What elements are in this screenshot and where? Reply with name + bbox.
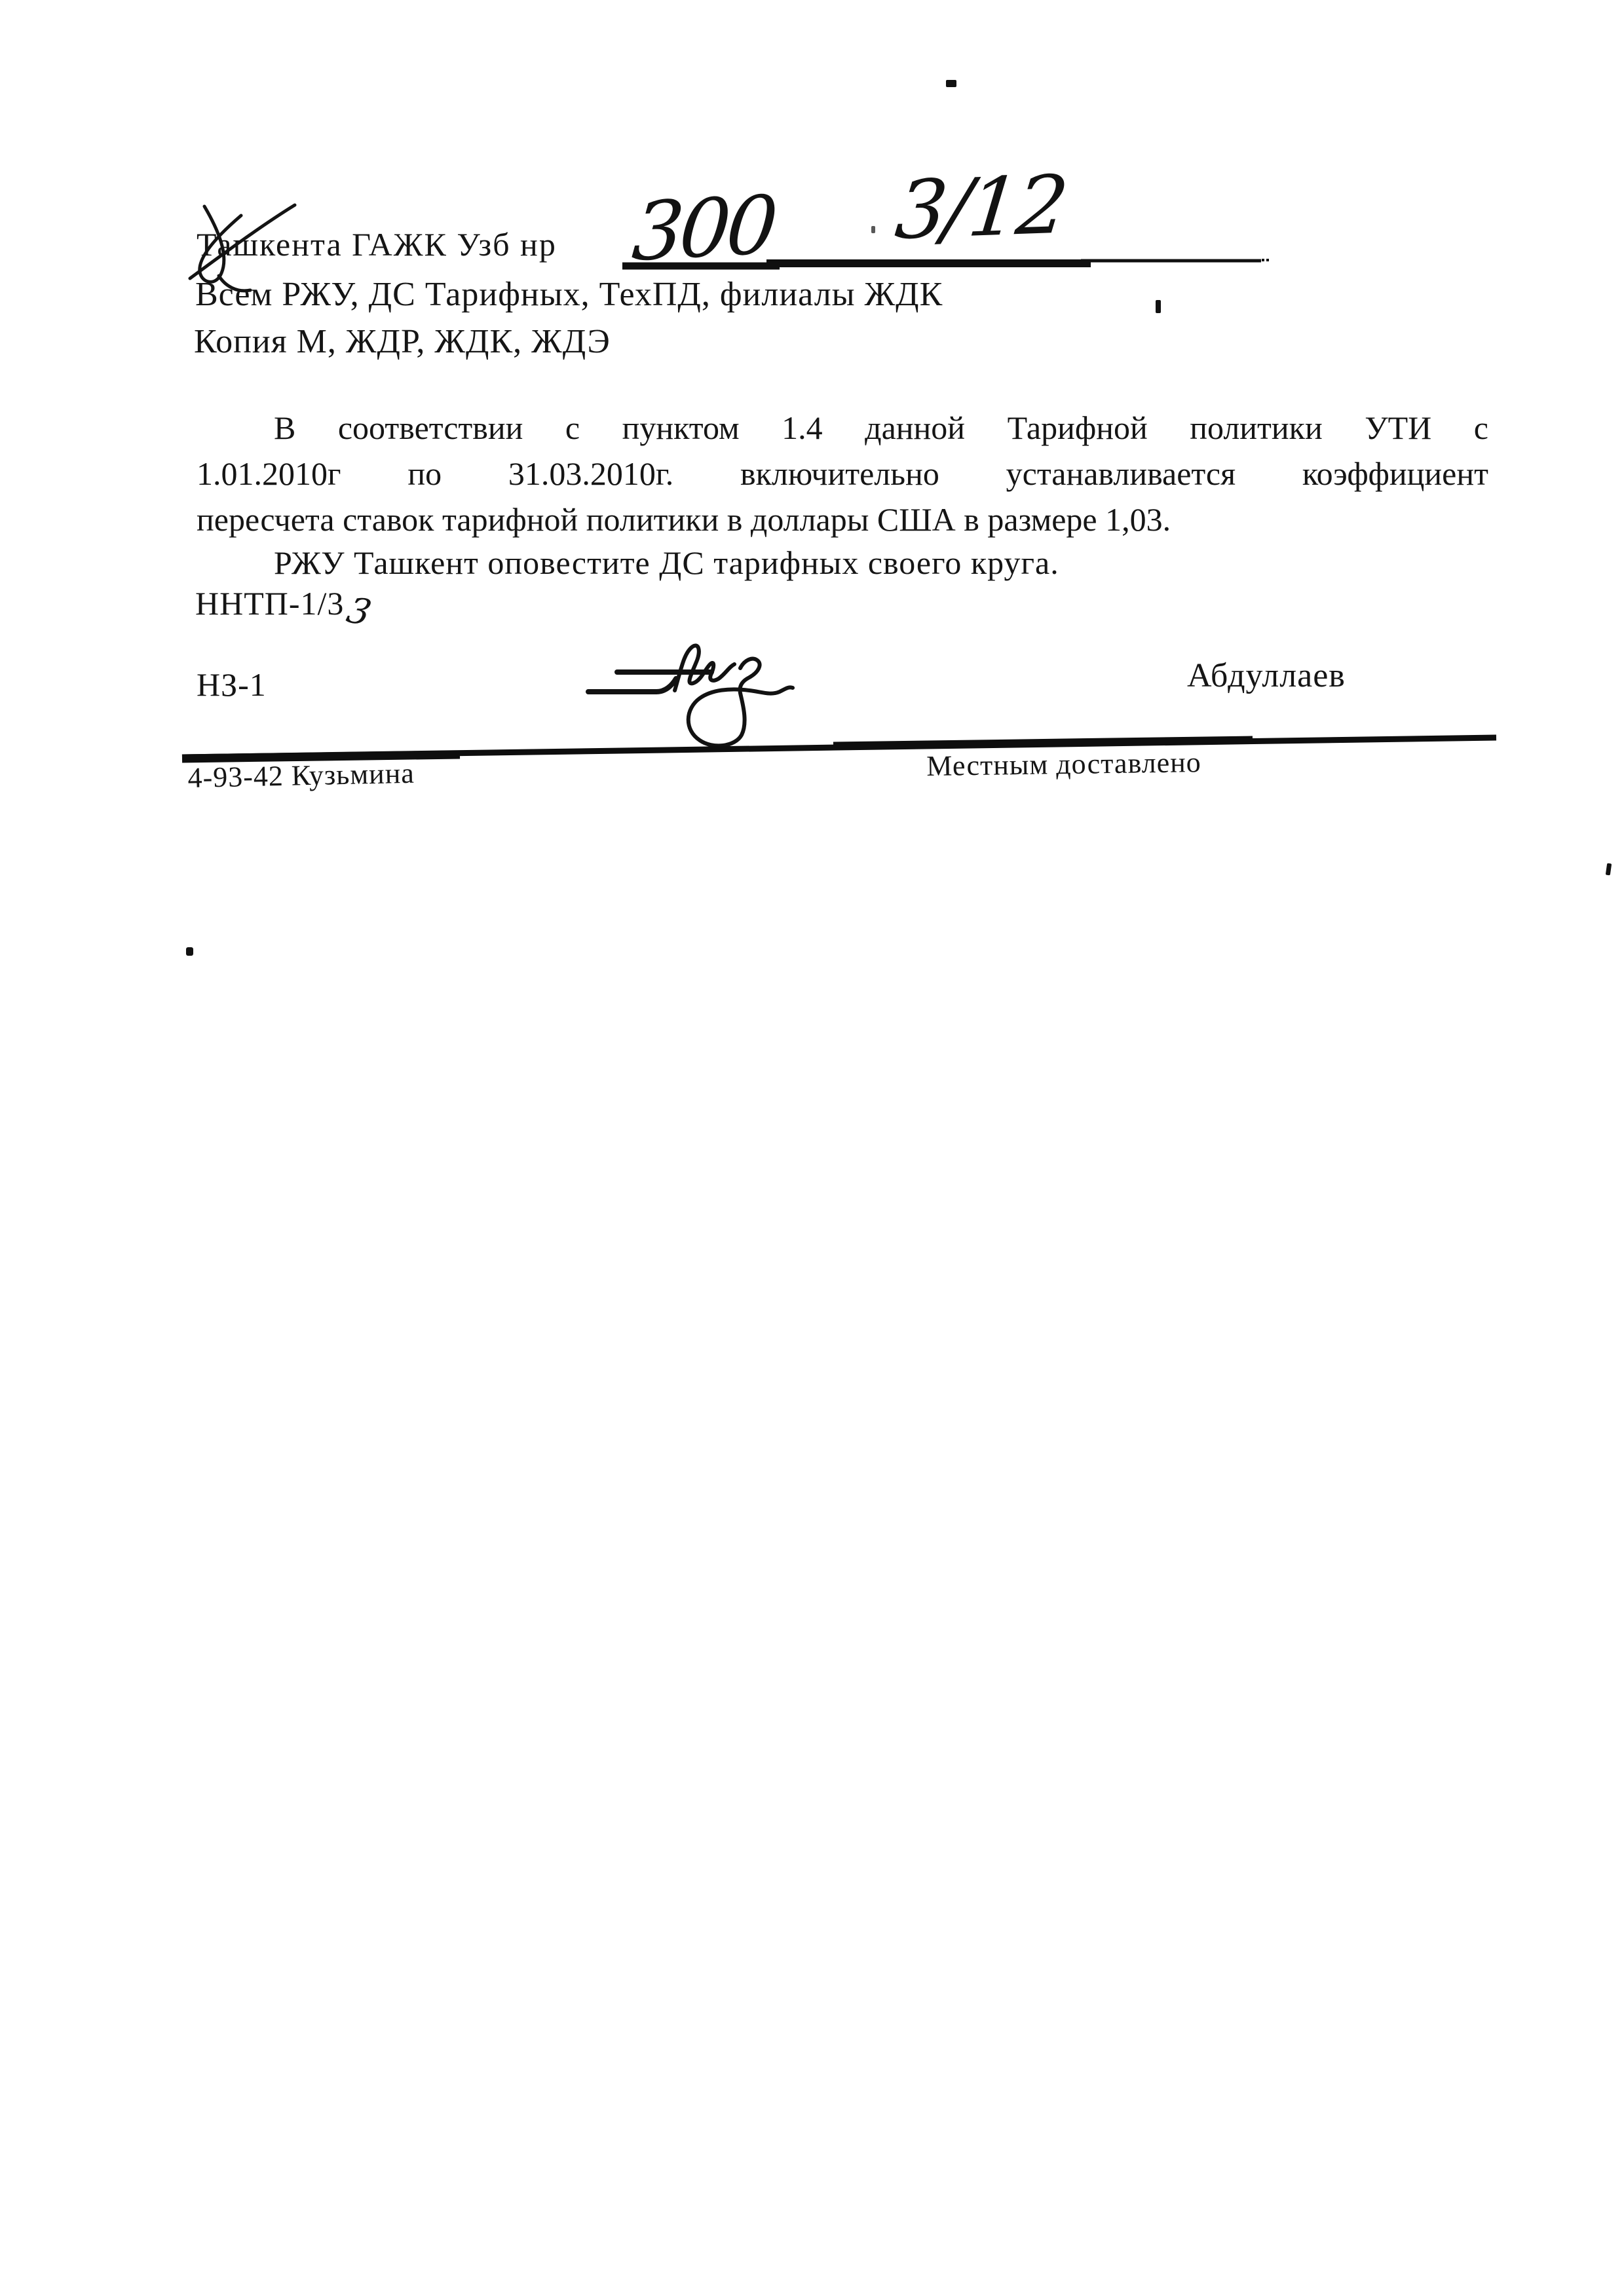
addressees-line: Всем РЖУ, ДС Тарифных, ТехПД, филиалы ЖДК	[195, 276, 943, 313]
position-code: НЗ-1	[197, 666, 267, 703]
main-paragraph	[197, 405, 1488, 542]
reference-number-handwritten: 3	[343, 590, 377, 633]
scan-speck-right-edge	[1606, 863, 1612, 876]
copy-line: Копия М, ЖДР, ЖДК, ЖДЭ	[194, 323, 611, 360]
delivery-note: Местным доставлено	[926, 746, 1202, 782]
notify-line: РЖУ Ташкент оповестите ДС тарифных своего круга.	[274, 544, 1059, 581]
handwritten-doc-number-secondary: 3/12	[891, 158, 1070, 257]
executor-contact: 4-93-42 Кузьмина	[187, 757, 415, 794]
scan-speck-top	[946, 80, 956, 87]
reference-number	[195, 582, 377, 633]
reference-number-typed: ННТП-1/3	[195, 585, 345, 622]
scan-speck-right	[1156, 300, 1161, 313]
handwritten-doc-number: 300	[628, 178, 778, 280]
paragraph-line-1: В соответствии с пунктом 1.4 данной Тарифной политики УТИ с	[274, 409, 1488, 446]
scan-speck-left-lower	[186, 947, 193, 956]
scan-speck-middle	[871, 226, 875, 233]
signer-name: Абдуллаев	[1187, 657, 1346, 694]
paragraph-line-3: пересчета ставок тарифной политики в доллары США в размере 1,03.	[197, 501, 1171, 538]
paragraph-line-2: 1.01.2010г по 31.03.2010г. включительно устанавливается коэффициент	[197, 455, 1488, 492]
recipient-line: Ташкента ГАЖК Узб нр	[197, 226, 557, 263]
